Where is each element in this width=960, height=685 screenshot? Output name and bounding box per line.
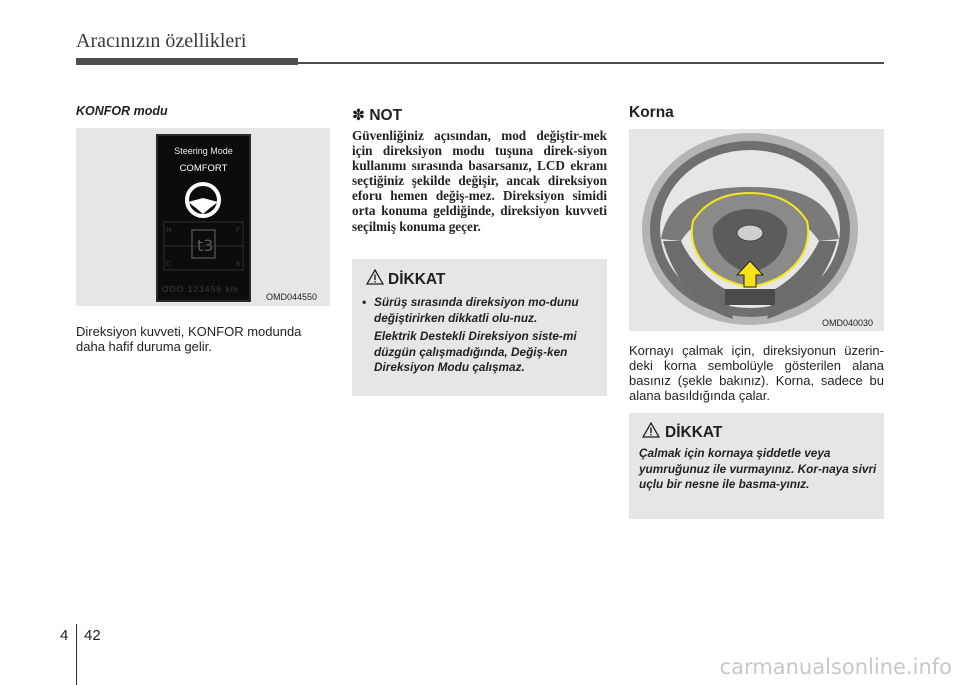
steering-mode-lcd-figure xyxy=(76,128,330,306)
note-symbol-icon: ✽ xyxy=(352,107,365,124)
lcd-title: Steering Mode xyxy=(174,146,233,156)
warning-triangle-icon xyxy=(642,422,660,438)
lcd-display xyxy=(156,134,251,302)
korna-description: Kornayı çalmak için, direksiyonun üzerin-deki korna sembolüyle gösterilen alana basınız (şekle bakınız). Korna, sadece bu alana basıldığında çalar. xyxy=(629,343,884,403)
caution-box xyxy=(629,413,884,519)
footer-divider xyxy=(76,624,77,685)
caution-title: DİKKAT xyxy=(665,424,723,441)
lcd-mode: COMFORT xyxy=(179,163,228,174)
lcd-gear: t3 xyxy=(197,236,214,255)
svg-text:C: C xyxy=(166,260,171,268)
chapter-number: 4 xyxy=(60,627,69,644)
header-rule-thick xyxy=(76,58,298,65)
image-code: OMD040030 xyxy=(822,318,874,328)
caution-box xyxy=(352,259,607,396)
svg-text:F: F xyxy=(236,226,241,234)
bullet-icon: • xyxy=(362,295,367,309)
svg-text:E: E xyxy=(236,260,241,268)
header-title: Aracınızın özellikleri xyxy=(76,30,247,52)
svg-text:H: H xyxy=(166,226,172,234)
page-number: 42 xyxy=(84,627,101,644)
konfor-mode-heading: KONFOR modu xyxy=(76,104,168,118)
caution-title: DİKKAT xyxy=(388,271,446,288)
header-rule-thin xyxy=(298,62,884,64)
caution-item-text: Sürüş sırasında direksiyon mo-dunu değiştirirken dikkatli olu-nuz. xyxy=(374,295,579,325)
image-code: OMD044550 xyxy=(266,292,318,302)
note-heading xyxy=(352,106,402,125)
caution-item-continuation: Elektrik Destekli Direksiyon siste-mi düzgün çalışmadığında, Değiş-ken Direksiyon Modu çalışmaz. xyxy=(374,329,577,374)
steering-wheel-illustration xyxy=(629,129,884,331)
steering-wheel-horn-figure xyxy=(629,129,884,331)
caution-text: Çalmak için kornaya şiddetle veya yumruğunuz ile vurmayınız. Kor-naya sivri uçlu bir nesne ile basma-yınız. xyxy=(639,446,877,491)
note-title: NOT xyxy=(369,107,403,124)
konfor-description: Direksiyon kuvveti, KONFOR modunda daha hafif duruma gelir. xyxy=(76,324,302,354)
watermark: carmanualsonline.info xyxy=(719,655,952,679)
note-text: Güvenliğiniz açısından, mod değiştir-mek için direksiyon modu tuşuna direk-siyon kullanımı sırasında basarsanız, LCD ekranı seçtiğiniz şekilde değişir, ancak direksiyon eforu hemen değiş-mez. Direksiyon simidi orta konuma geldiğinde, direksiyon kuvveti seçilmiş konuma geçer. xyxy=(352,128,607,234)
lcd-odometer: ODO 123456 km xyxy=(162,284,239,294)
korna-heading: Korna xyxy=(629,104,674,121)
steering-wheel-icon xyxy=(158,180,249,280)
warning-triangle-icon xyxy=(366,269,384,285)
caution-text xyxy=(362,295,600,376)
caution-bullet-item xyxy=(362,295,600,326)
